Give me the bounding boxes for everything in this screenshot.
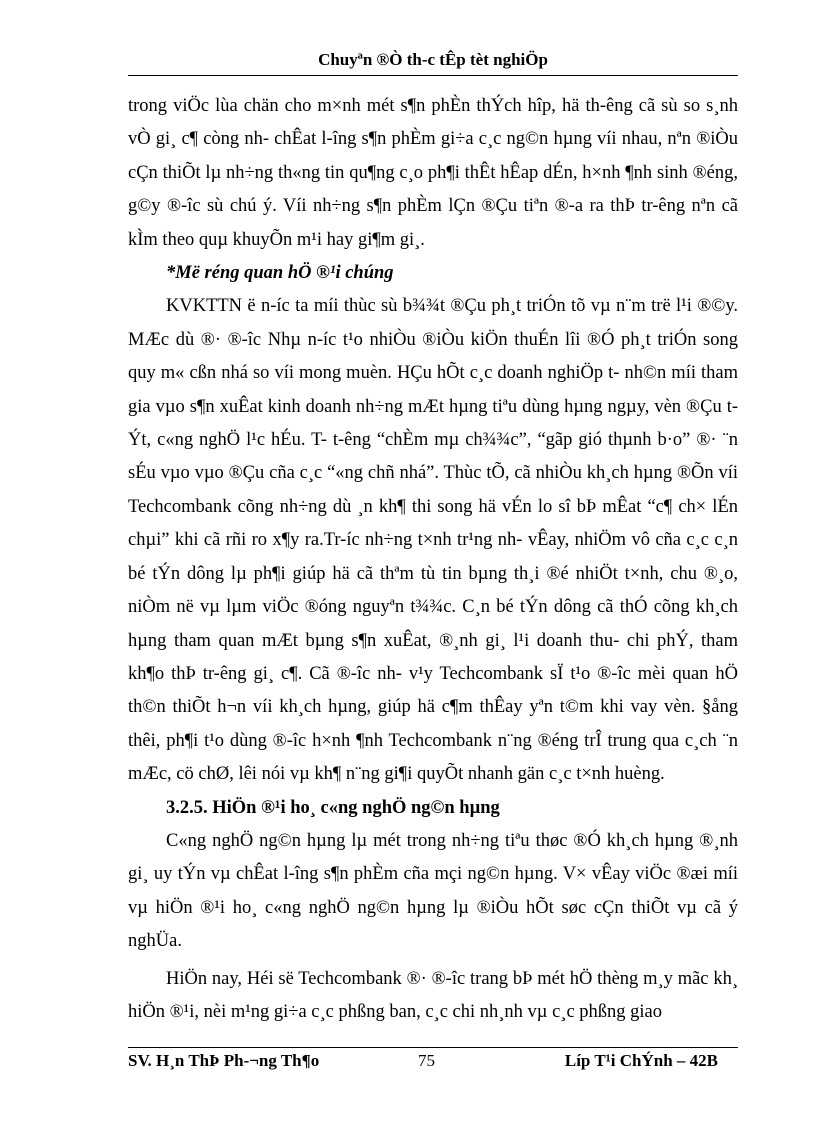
paragraph-kvkttn: KVKTTN ë n-íc ta míi thùc sù b¾¾t ®Çu ph¸t triÓn tõ vµ n¨m trë l¹i ®©y. MÆc dù ®· ®-îc Nhµ n-íc t¹o nhiÒu ®iÒu kiÖn thuÉn lîi ®Ó ph¸t triÓn song quy m« cßn nhá so víi mong muèn. HÇu hÕt c¸c doanh nghiÖp t- nh©n míi tham gia vµo s¶n xuÊat kinh doanh nh÷ng mÆt hµng tiªu dùng hµng ngµy, vèn ®Çu t- Ýt, c«ng nghÖ l¹c hÉu. T- t-êng “chÈm mµ ch¾¾c”, “gãp gió thµnh b·o” ®· ¨n sÉu vµo vµo ®Çu cña c¸c “«ng chñ nhá”. Thùc tÕ, cã nhiÒu kh¸ch hµng ®Õn víi Techcombank cõng nh÷ng dù ¸n kh¶ thi song hä vÉn lo sî bÞ mÊat “c¶ ch× lÉn chµi” khi cã rñi ro x¶y ra.Tr-íc nh÷ng t×nh tr¹ng nh- vÊay, nhiÖm vô cña c¸c c¸n bé tÝn dông lµ ph¶i giúp hä cã thªm tù tin bµng th¸i ®é nhiÖt t×nh, chu ®¸o, niÒm në vµ lµm viÖc ®óng nguyªn t¾¾c. C¸n bé tÝn dông cã thÓ cõng kh¸ch hµng tham quan mÆt bµng s¶n xuÊat, ®¸nh gi¸ l¹i doanh thu- chi phÝ, tham kh¶o thÞ tr-êng gi¸ c¶. Cã ®-îc nh- v¹y Techcombank sÏ t¹o ®-îc mèi quan hÖ th©n thiÕt h¬n víi kh¸ch hµng, giúp hä c¶m thÊay yªn t©m khi vay vèn. §ång thêi, ph¶i t¹o dùng ®-îc h×nh ¶nh Techcombank n¨ng ®éng trÎ trung qua c¸ch ¨n mÆc, cö chØ, lêi nói vµ kh¶ n¨ng gi¶i quyÕt nhanh gän c¸c t×nh huèng. [128, 296, 738, 785]
footer-divider [128, 1047, 738, 1048]
page-header-title: Chuyªn ®Ò th-c tÊp tèt nghiÖp [318, 50, 548, 69]
section-heading-3-2-5: 3.2.5. HiÖn ®¹i ho¸ c«ng nghÖ ng©n hµng [166, 797, 500, 818]
footer-class: Líp T¹i ChÝnh – 42B [564, 1051, 718, 1070]
paragraph-continued: trong viÖc lùa chän cho m×nh mét s¶n phÈn thÝch hîp, hä th-êng cã sù so s¸nh vÒ gi¸ c¶ còng nh- chÊat l-îng s¶n phÈm gi÷a c¸c ng©n hµng víi nhau, nªn ®iÒu cÇn thiÕt lµ nh÷ng th«ng tin qu¶ng c¸o ph¶i thÊt hÊap dÉn, h×nh ¶nh sinh ®éng, g©y ®-îc sù chú ý. Víi nh÷ng s¶n phÈm lÇn ®Çu tiªn ®-a ra thÞ tr-êng nªn cã kÌm theo quµ khuyÕn m¹i hay gi¶m gi¸. [128, 96, 738, 250]
footer-author: SV. H¸n ThÞ Ph-¬ng Th¶o [128, 1051, 320, 1070]
header-divider [128, 75, 738, 76]
page-footer [128, 1051, 738, 1075]
document-body [128, 90, 738, 1029]
paragraph-current-state: HiÖn nay, Héi së Techcombank ®· ®-îc trang bÞ mét hÖ thèng m¸y mãc kh¸ hiÖn ®¹i, nèi m¹ng gi÷a c¸c phßng ban, c¸c chi nh¸nh vµ c¸c phßng giao [128, 968, 738, 1022]
paragraph-technology: C«ng nghÖ ng©n hµng lµ mét trong nh÷ng tiªu thøc ®Ó kh¸ch hµng ®¸nh gi¸ uy tÝn vµ chÊat l-îng s¶n phÈm cña mçi ng©n hµng. V× vÊay viÖc ®æi míi vµ hiÖn ®¹i ho¸ c«ng nghÖ ng©n hµng lµ ®iÒu hÕt søc cÇn thiÕt vµ cã ý nghÜa. [128, 830, 738, 952]
page-number: 75 [418, 1051, 435, 1070]
subheading-expand-relations: *Më réng quan hÖ ®¹i chúng [166, 263, 394, 284]
